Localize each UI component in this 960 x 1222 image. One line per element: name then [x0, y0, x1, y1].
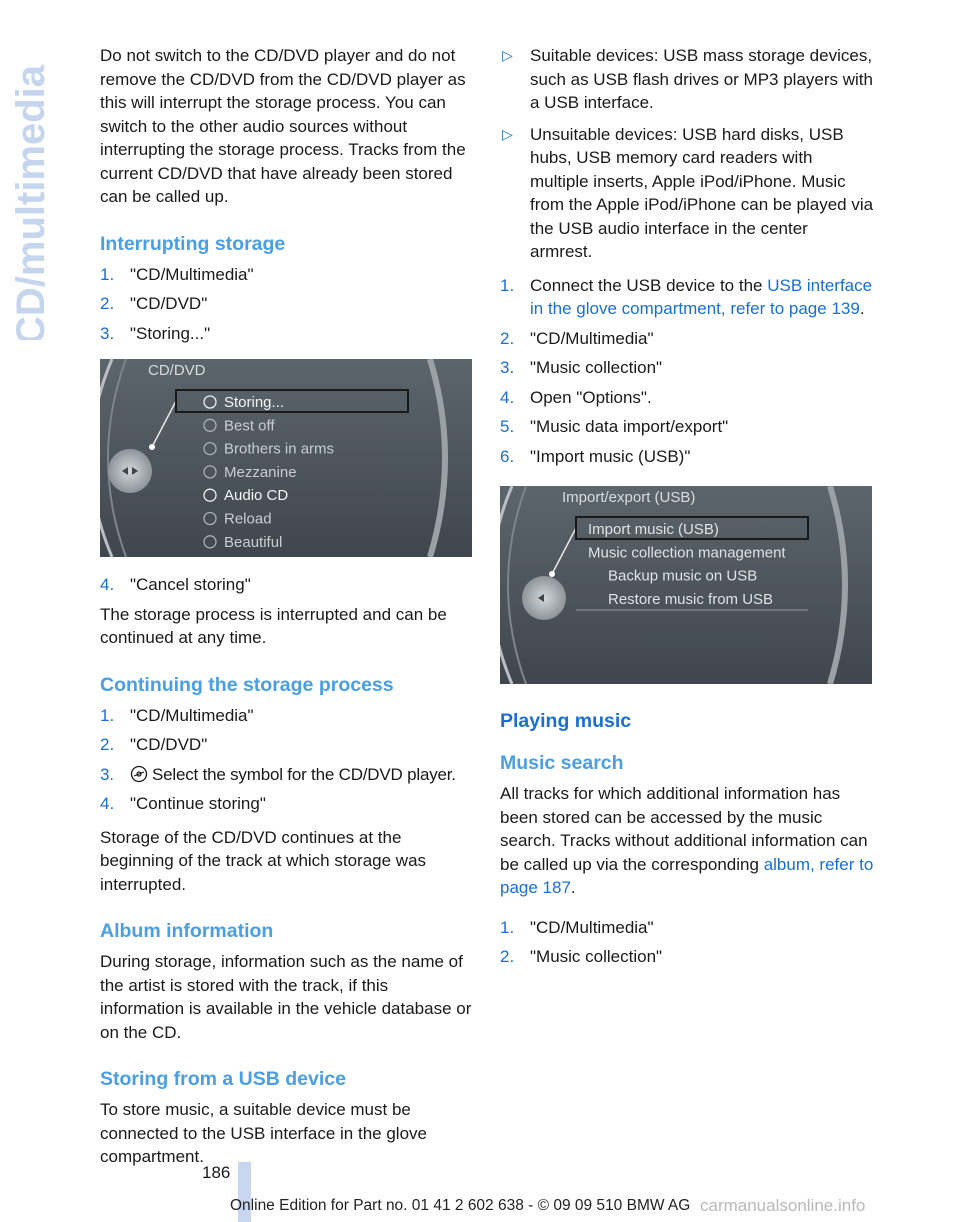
usb-interface-link[interactable]: USB interface in the glove compartment, refer to page 139 [530, 275, 873, 318]
intro-paragraph: Do not switch to the CD/DVD player and do not remove the CD/DVD from the CD/DVD player as this will interrupt the storage process. You can switch to the other audio sources without interrupting the storage process. Tracks from the current CD/DVD that have already been stored can be called up. [100, 46, 466, 206]
right-column [500, 44, 874, 979]
triangle-bullet-icon: ▷ [502, 125, 513, 142]
list-item: 1. "CD/Multimedia" [500, 917, 654, 937]
controller-knob-icon [108, 449, 152, 493]
watermark: carmanualsonline.info [700, 1196, 866, 1215]
list-item: 4. "Cancel storing" [100, 575, 251, 594]
heading-album-information: Album information [100, 920, 274, 942]
list-item: 2. "CD/Multimedia" [500, 328, 654, 348]
menu-item-text: Import music (USB) [588, 521, 719, 538]
continuing-result: Storage of the CD/DVD continues at the beginning of the track at which storage was interrupted. [100, 827, 427, 894]
list-item: 5. "Music data import/export" [500, 417, 729, 436]
menu-item-text: Audio CD [224, 487, 289, 505]
heading-music-search: Music search [500, 752, 624, 774]
list-item: 1. "CD/Multimedia" [100, 705, 254, 725]
list-item: 1. "CD/Multimedia" [100, 264, 254, 284]
list-item: 3. "Storing..." [100, 323, 211, 343]
cd-dvd-screen-image [100, 359, 472, 557]
side-title-text: CD/multimedia [9, 64, 52, 340]
edition-note: Online Edition for Part no. 01 41 2 602 638 - © 09 09 510 BMW AG [230, 1197, 691, 1214]
interrupting-step-4 [100, 573, 476, 597]
menu-item-text: Backup music on USB [608, 567, 758, 585]
list-item: 3. Select the symbol for the CD/DVD player. [100, 764, 456, 784]
continuing-steps [100, 704, 476, 816]
left-column [100, 44, 476, 1183]
menu-item-text: Reload [224, 510, 272, 528]
menu-item-text: Best off [224, 417, 275, 435]
album-link[interactable]: album, refer to page 187 [500, 854, 874, 897]
device-bullets [500, 44, 874, 264]
usb-paragraph: To store music, a suitable device must be connected to the USB interface in the glove compartment. [100, 1100, 427, 1166]
page-number: 186 [202, 1163, 231, 1182]
menu-item-text: Music collection management [588, 544, 786, 562]
list-item: 2. "CD/DVD" [100, 735, 208, 754]
menu-item-text: Beautiful [224, 533, 283, 551]
heading-storing-usb: Storing from a USB device [100, 1068, 346, 1090]
list-item: 2. "Music collection" [500, 947, 663, 966]
menu-item-text: Restore music from USB [608, 590, 774, 608]
list-item: 4. Open "Options". [500, 387, 652, 407]
menu-item-text: Storing... [224, 394, 285, 411]
music-search-paragraph: All tracks for which additional information has been stored can be accessed by the music search. Tracks without additional information can be called up via the corresponding album, refer to page 187. [500, 784, 874, 897]
list-item: 4. "Continue storing" [100, 794, 266, 813]
menu-item-text: Brothers in arms [224, 440, 335, 458]
usb-import-steps [500, 274, 874, 469]
heading-playing-music: Playing music [500, 710, 632, 732]
import-export-screen-image [500, 486, 872, 684]
list-item: 3. "Music collection" [500, 358, 663, 377]
list-item: 6. "Import music (USB)" [500, 446, 691, 466]
cd-dvd-player-icon [130, 765, 148, 783]
screen-header: CD/DVD [148, 362, 206, 379]
list-item: ▷ Unsuitable devices: USB hard disks, USB hubs, USB memory card readers with multiple inserts, Apple iPod/iPhone. Music from the Apple iPod/iPhone can be played via the USB audio interface in the center armrest. [502, 124, 874, 261]
menu-item-text: Mezzanine [224, 463, 297, 481]
triangle-bullet-icon: ▷ [502, 47, 513, 63]
heading-interrupting-storage: Interrupting storage [100, 232, 286, 255]
list-item: 2. "CD/DVD" [100, 294, 208, 313]
screen-header: Import/export (USB) [562, 489, 696, 506]
album-paragraph: During storage, information such as the name of the artist is stored with the track, if this information is available in the vehicle database or on the CD. [100, 952, 472, 1042]
heading-continuing-storage: Continuing the storage process [100, 673, 394, 696]
list-item: ▷ Suitable devices: USB mass storage devices, such as USB flash drives or MP3 players with a USB interface. [502, 46, 873, 112]
music-search-steps [500, 916, 874, 969]
interrupting-result: The storage process is interrupted and can be continued at any time. [100, 604, 447, 647]
list-item: 1. Connect the USB device to the USB interface in the glove compartment, refer to page 139. [500, 275, 873, 318]
interrupting-steps [100, 263, 476, 346]
side-section-title [0, 40, 52, 340]
